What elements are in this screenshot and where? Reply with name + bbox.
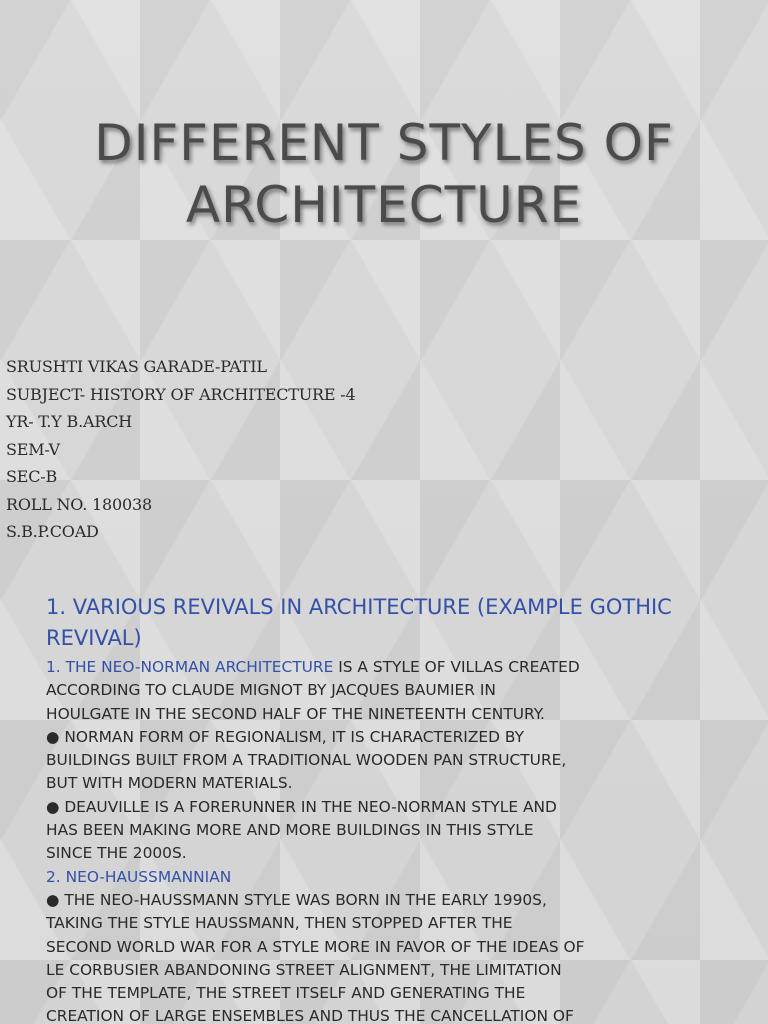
neo-norman-bullet-1-line-3: BUT WITH MODERN MATERIALS. <box>46 774 293 793</box>
neo-haussmannian-label: 2. NEO-HAUSSMANNIAN <box>46 867 232 886</box>
section-heading: 1. VARIOUS REVIVALS IN ARCHITECTURE (EXAMPLE GOTHIC REVIVAL) <box>46 595 672 650</box>
neo-norman-bullet-2-line-1: ● DEAUVILLE IS A FORERUNNER IN THE NEO-NORMAN STYLE AND <box>46 797 557 816</box>
neo-norman-bullet-2-line-2: HAS BEEN MAKING MORE AND MORE BUILDINGS IN THIS STYLE <box>46 821 534 840</box>
author-section: SEC-B <box>6 467 58 486</box>
author-year: YR- T.Y B.ARCH <box>6 412 132 431</box>
title-line-1: DIFFERENT STYLES OF <box>94 114 674 172</box>
neo-haussmannian-line-4: LE CORBUSIER ABANDONING STREET ALIGNMENT, THE LIMITATION <box>46 960 562 979</box>
author-roll-number: ROLL NO. 180038 <box>6 494 152 514</box>
neo-norman-bullet-1-line-2: BUILDINGS BUILT FROM A TRADITIONAL WOODEN PAN STRUCTURE, <box>46 751 567 770</box>
neo-norman-intro-2: ACCORDING TO CLAUDE MIGNOT BY JACQUES BAUMIER IN <box>46 681 496 700</box>
neo-norman-label: 1. THE NEO-NORMAN ARCHITECTURE <box>46 658 334 676</box>
neo-norman-intro-1: IS A STYLE OF VILLAS CREATED <box>333 658 580 676</box>
author-name: SRUSHTI VIKAS GARADE-PATIL <box>6 357 267 376</box>
neo-haussmannian-paragraph <box>46 889 746 1024</box>
neo-norman-bullet-1-line-1: ● NORMAN FORM OF REGIONALISM, IT IS CHARACTERIZED BY <box>46 727 524 746</box>
neo-haussmannian-line-2: TAKING THE STYLE HAUSSMANN, THEN STOPPED AFTER THE <box>46 914 513 933</box>
author-subject: SUBJECT- HISTORY OF ARCHITECTURE -4 <box>6 384 356 404</box>
neo-haussmannian-line-3: SECOND WORLD WAR FOR A STYLE MORE IN FAVOR OF THE IDEAS OF <box>46 937 585 956</box>
author-semester: SEM-V <box>6 439 60 459</box>
document-title <box>0 112 768 236</box>
neo-norman-intro-3: HOULGATE IN THE SECOND HALF OF THE NINETEENTH CENTURY. <box>46 704 545 723</box>
title-line-2: ARCHITECTURE <box>185 176 583 234</box>
neo-haussmannian-line-1: ● THE NEO-HAUSSMANN STYLE WAS BORN IN THE EARLY 1990S, <box>46 890 547 909</box>
main-content <box>46 592 746 1024</box>
author-info <box>6 353 355 546</box>
neo-norman-bullet-2-line-3: SINCE THE 2000S. <box>46 844 187 863</box>
neo-haussmannian-line-5: OF THE TEMPLATE, THE STREET ITSELF AND GENERATING THE <box>46 984 526 1003</box>
neo-norman-paragraph <box>46 656 746 866</box>
neo-haussmannian-line-6: CREATION OF LARGE ENSEMBLES AND THUS THE CANCELLATION OF <box>46 1007 574 1024</box>
author-college: S.B.P.COAD <box>6 522 99 541</box>
